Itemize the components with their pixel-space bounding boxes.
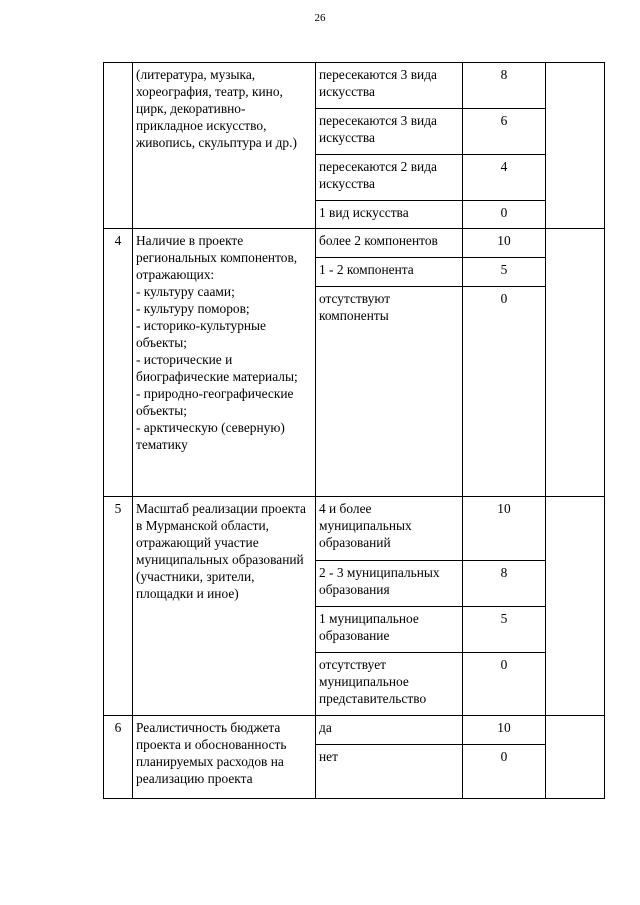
option-score: 10: [463, 497, 546, 561]
option-text: нет: [316, 745, 463, 799]
table-row: [104, 497, 605, 561]
option-score: 6: [463, 109, 546, 155]
table-row: [104, 716, 605, 745]
option-text: 2 - 3 муниципальных образования: [316, 561, 463, 607]
option-score: 8: [463, 561, 546, 607]
page-number: 26: [314, 12, 326, 24]
option-text: да: [316, 716, 463, 745]
criterion-number: 6: [104, 716, 133, 799]
notes-cell: [546, 63, 605, 229]
option-score: 10: [463, 716, 546, 745]
notes-cell: [546, 716, 605, 799]
option-score: 8: [463, 63, 546, 109]
option-text: пересекаются 3 вида искусства: [316, 109, 463, 155]
option-text: отсутствуют компоненты: [316, 287, 463, 497]
criterion-number: 4: [104, 229, 133, 497]
criterion-text: Наличие в проекте региональных компонентов, отражающих: - культуру саами; - культуру поморов; - историко-культурные объекты; - исторические и биографические материалы; - природно-географические объекты; - арктическую (северную) тематику: [133, 229, 316, 497]
option-text: 1 вид искусства: [316, 201, 463, 229]
option-score: 0: [463, 287, 546, 497]
option-score: 0: [463, 745, 546, 799]
notes-cell: [546, 497, 605, 716]
criteria-table: [103, 62, 605, 799]
option-text: отсутствует муниципальное представительство: [316, 653, 463, 716]
option-text: пересекаются 3 вида искусства: [316, 63, 463, 109]
table-row: [104, 63, 605, 109]
criterion-text: Масштаб реализации проекта в Мурманской области, отражающий участие муниципальных образований (участники, зрители, площадки и иное): [133, 497, 316, 716]
option-text: более 2 компонентов: [316, 229, 463, 258]
criterion-number: [104, 63, 133, 229]
option-score: 10: [463, 229, 546, 258]
option-score: 5: [463, 258, 546, 287]
option-score: 0: [463, 201, 546, 229]
option-text: 4 и более муниципальных образований: [316, 497, 463, 561]
notes-cell: [546, 229, 605, 497]
option-score: 5: [463, 607, 546, 653]
option-score: 0: [463, 653, 546, 716]
option-text: 1 муниципальное образование: [316, 607, 463, 653]
table-row: [104, 229, 605, 258]
option-score: 4: [463, 155, 546, 201]
criterion-number: 5: [104, 497, 133, 716]
criterion-text: Реалистичность бюджета проекта и обоснованность планируемых расходов на реализацию проекта: [133, 716, 316, 799]
criterion-text: (литература, музыка, хореография, театр, кино, цирк, декоративно-прикладное искусство, живопись, скульптура и др.): [133, 63, 316, 229]
option-text: 1 - 2 компонента: [316, 258, 463, 287]
option-text: пересекаются 2 вида искусства: [316, 155, 463, 201]
